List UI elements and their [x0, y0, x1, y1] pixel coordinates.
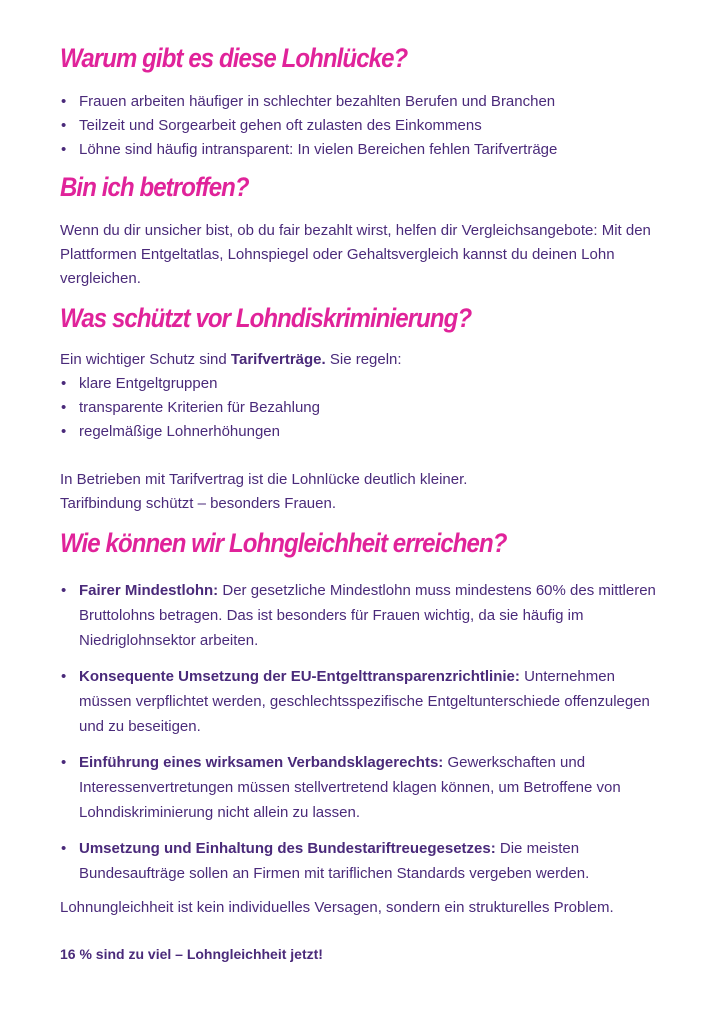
- list-item: [60, 664, 670, 739]
- heading-am-i-affected: Bin ich betroffen?: [60, 172, 249, 203]
- conclusion-text: Lohnungleichheit ist kein individuelles Versagen, sondern ein strukturelles Problem.: [60, 899, 614, 916]
- protection-intro-bold: Tarifverträge.: [230, 351, 326, 368]
- protection-intro: [60, 348, 670, 372]
- list-item: [60, 836, 670, 886]
- demands-list: [60, 578, 670, 886]
- demand-text: Gewerkschaften und Interessenvertretungen müssen stellvertretend klagen können, um Betroffene von Lohndiskriminierung nicht allein zu lassen.: [79, 754, 621, 821]
- protection-closing-2: Tarifbindung schützt – besonders Frauen.: [60, 495, 336, 512]
- demand-text: Die meisten Bundesaufträge sollen an Firmen mit tariflichen Standards vergeben werden.: [79, 840, 590, 882]
- protection-list: [60, 372, 670, 444]
- document-content: [60, 42, 670, 966]
- demand-title: Konsequente Umsetzung der EU-Entgelttransparenzrichtlinie:: [79, 668, 520, 685]
- demand-title: Umsetzung und Einhaltung des Bundestariftreuegesetzes:: [79, 840, 496, 857]
- demand-title: Fairer Mindestlohn:: [79, 582, 219, 599]
- list-item: [60, 578, 670, 653]
- list-item: • Teilzeit und Sorgearbeit gehen oft zulasten des Einkommens: [60, 114, 670, 138]
- heading-why-pay-gap: Warum gibt es diese Lohnlücke?: [60, 43, 408, 74]
- demand-title: Einführung eines wirksamen Verbandsklagerechts:: [79, 754, 444, 771]
- reasons-list: [60, 90, 670, 162]
- list-item: • Frauen arbeiten häufiger in schlechter bezahlten Berufen und Branchen: [60, 90, 670, 114]
- list-item: • Löhne sind häufig intransparent: In vielen Bereichen fehlen Tarifverträge: [60, 138, 670, 162]
- demand-text: Der gesetzliche Mindestlohn muss mindestens 60% des mittleren Bruttolohns betragen. Das ist besonders für Frauen wichtig, da sie häufig im Niedriglohnsektor arbeiten.: [79, 582, 656, 649]
- protection-closing-1: In Betrieben mit Tarifvertrag ist die Lohnlücke deutlich kleiner.: [60, 471, 468, 488]
- affected-paragraph: Wenn du dir unsicher bist, ob du fair bezahlt wirst, helfen dir Vergleichsangebote: Mit den Plattformen Entgeltatlas, Lohnspiegel oder Gehaltsvergleich kannst du deinen Lohn vergleichen.: [60, 222, 651, 287]
- final-statement: 16 % sind zu viel – Lohngleichheit jetzt!: [60, 946, 323, 962]
- list-item: • transparente Kriterien für Bezahlung: [60, 396, 670, 420]
- heading-protection: Was schützt vor Lohndiskriminierung?: [60, 303, 472, 334]
- heading-equal-pay: Wie können wir Lohngleichheit erreichen?: [60, 528, 507, 559]
- list-item: • klare Entgeltgruppen: [60, 372, 670, 396]
- list-item: [60, 750, 670, 825]
- protection-intro-text: Ein wichtiger Schutz sind: [60, 351, 227, 368]
- demand-text: Unternehmen müssen verpflichtet werden, geschlechtsspezifische Entgeltunterschiede offenzulegen und zu beseitigen.: [79, 668, 650, 735]
- list-item: • regelmäßige Lohnerhöhungen: [60, 420, 670, 444]
- protection-intro-tail: Sie regeln:: [329, 351, 402, 368]
